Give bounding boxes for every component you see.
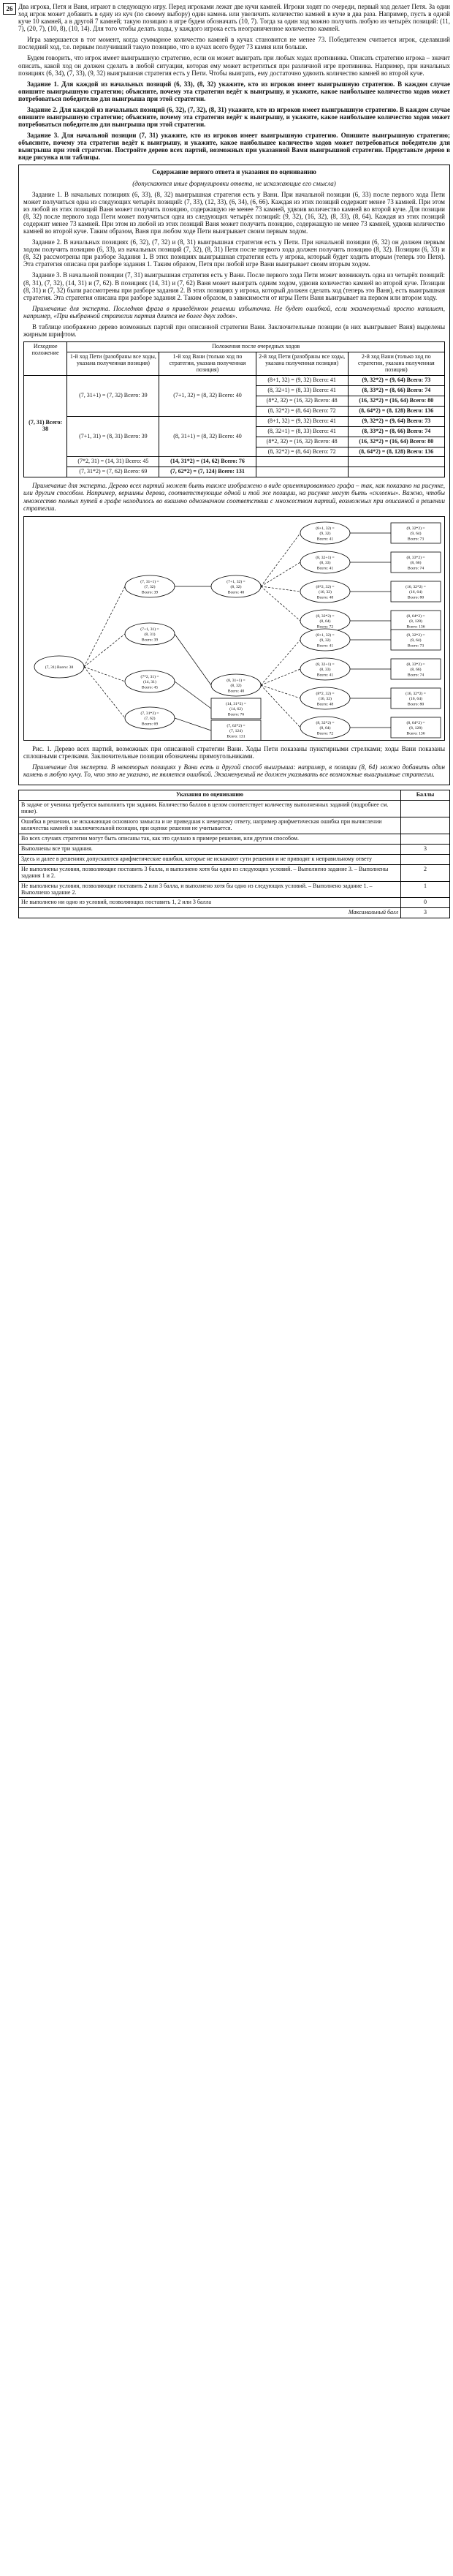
svg-text:Всего: 72: Всего: 72 — [316, 624, 334, 630]
node-petya-2 — [300, 522, 350, 544]
svg-text:(7, 31+1) =: (7, 31+1) = — [140, 579, 159, 584]
petya-move-arrow — [261, 586, 300, 621]
petya-move-arrow — [261, 685, 300, 728]
cell-p2: (8, 32+1) = (8, 33) Всего: 41 — [256, 385, 348, 396]
svg-text:Всего: 40: Всего: 40 — [227, 689, 245, 694]
svg-text:(8, 31): (8, 31) — [144, 632, 156, 637]
table-intro: В таблице изображено дерево возможных партий при описанной стратегии Вани. Заключительные позиции (в них выигрывает Ваня) выделены жирным шрифтом. — [23, 322, 445, 338]
petya-move-arrow — [84, 667, 125, 718]
cell-empty — [348, 457, 444, 467]
criteria-table — [18, 790, 450, 918]
node-petya-1 — [125, 623, 175, 645]
node-final — [211, 720, 261, 740]
node-final — [391, 611, 441, 631]
criteria-row: Выполнены все три задания. — [19, 844, 401, 854]
petya-move-arrow — [261, 533, 300, 586]
expert-note-1: Примечание для эксперта. Последняя фраза в приведённом решении избыточна. Не будет ошибкой, если экзаменуемый просто напишет, например, «При выбранной стратегии партия длится не более двух ходов». — [23, 304, 445, 320]
node-petya-2 — [300, 551, 350, 573]
svg-text:Всего: 72: Всего: 72 — [316, 731, 334, 736]
node-final — [391, 688, 441, 709]
petya-move-arrow — [261, 586, 300, 592]
svg-text:Всего: 48: Всего: 48 — [316, 702, 334, 707]
game-tree-graph — [23, 516, 445, 741]
svg-text:(8, 32): (8, 32) — [230, 683, 242, 688]
criteria-row: Ошибка в решении, не искажающая основного замысла и не приведшая к неверному ответу, например арифметическая ошибка при вычислении количества камней в заключительной позиции, при оценке решения не учитывается. — [19, 817, 401, 834]
cell-p2: (8, 32*2) = (8, 64) Всего: 72 — [256, 447, 348, 457]
cell-v1: (7, 62*2) = (7, 124) Всего: 131 — [159, 467, 256, 477]
expert-note-3: Примечание для эксперта. Дерево всех партий может быть также изображено в виде ориентированного графа – так, как показано на рисунке, или другим способом. Например, вершины дерева, соответствующие одной и той же позиции, на рисунке могут быть «склеены». Важно, чтобы множество полных путей в графе находилось во взаимно однозначном соответствии с множеством партий, возможных при описанной в решении стратегии. — [23, 482, 445, 512]
svg-text:(8*2, 32) =: (8*2, 32) = — [316, 584, 335, 589]
points-header: Баллы — [401, 790, 450, 801]
svg-text:(7, 62*2) =: (7, 62*2) = — [226, 723, 245, 728]
svg-text:(8, 66): (8, 66) — [410, 560, 422, 565]
svg-text:(8, 32*2) =: (8, 32*2) = — [316, 613, 335, 619]
node-petya-1 — [125, 575, 175, 597]
svg-text:Всего: 80: Всего: 80 — [407, 595, 425, 600]
petya-move-arrow — [261, 669, 300, 685]
petya-move-arrow — [261, 640, 300, 685]
cell-start: (7, 31) Всего: 38 — [24, 375, 67, 477]
svg-text:Всего: 80: Всего: 80 — [407, 702, 425, 707]
svg-text:Всего: 73: Всего: 73 — [407, 643, 425, 649]
svg-text:(7, 31*2) =: (7, 31*2) = — [140, 711, 159, 716]
cell-v2: (8, 64*2) = (8, 128) Всего: 136 — [348, 406, 444, 416]
game-tree-table — [23, 341, 445, 477]
th-v2: 2-й ход Вани (только ход по стратегии, указана полученная позиция) — [348, 352, 444, 376]
svg-text:Всего: 48: Всего: 48 — [316, 595, 334, 600]
th-start: Исходное положение — [24, 342, 67, 376]
solution-task-1: Задание 1. В начальных позициях (6, 33), (8, 32) выигрышная стратегия есть у Вани. При начальной позиции (6, 33) после первого хода Пети может получиться одна из следующих четырёх позиций: (7, 33), (12, 33), (6, 34), (6, 66). Каждая из этих позиций содержит менее 73 камней. При этом из любой из этих позиций Ваня может получить позицию, содержащую не менее 73 камней, удвоив количество камней во второй куче. Для позиции (8, 32) после первого хода Пети может получиться одна из следующих четырёх позиций: (9, 32), (16, 32), (8, 33), (8, 64). Каждая из этих позиций содержит менее 73 камней. При этом из любой из этих позиций Ваня может получить позицию, содержащую не менее 73 камней, удвоив количество камней во второй куче. Таким образом, Ваня при любом ходе Пети выигрывает своим первым ходом. — [23, 190, 445, 235]
petya-move-arrow — [84, 586, 125, 667]
cell-v2: (8, 33*2) = (8, 66) Всего: 74 — [348, 385, 444, 396]
svg-text:(16, 32): (16, 32) — [319, 589, 332, 594]
svg-text:Всего: 39: Всего: 39 — [141, 638, 159, 643]
criteria-points — [401, 817, 450, 834]
criteria-row: Не выполнены условия, позволяющие поставить 3 балла, и выполнено хотя бы одно из следующих условий. – Выполнено задание 3. – Выполнены задания 1 и 2. — [19, 864, 401, 881]
svg-text:Всего: 41: Всего: 41 — [316, 643, 334, 649]
criteria-points: 0 — [401, 898, 450, 908]
svg-text:(8+1, 32) =: (8+1, 32) = — [316, 632, 335, 638]
cell-p2: (8*2, 32) = (16, 32) Всего: 48 — [256, 396, 348, 406]
node-final — [391, 552, 441, 573]
criteria-points — [401, 854, 450, 864]
svg-text:Всего: 69: Всего: 69 — [141, 722, 159, 727]
th-group: Положения после очередных ходов — [67, 342, 445, 352]
svg-text:(8*2, 32) =: (8*2, 32) = — [316, 691, 335, 696]
svg-text:Всего: 136: Всего: 136 — [406, 624, 425, 630]
node-petya-2 — [300, 687, 350, 709]
svg-text:Всего: 76: Всего: 76 — [227, 712, 245, 717]
cell-v2: (16, 32*2) = (16, 64) Всего: 80 — [348, 396, 444, 406]
solution-box — [18, 165, 450, 785]
node-final — [391, 523, 441, 543]
petya-move-arrow — [84, 667, 125, 681]
svg-text:(8, 128): (8, 128) — [409, 619, 422, 624]
cell-p1: (7, 31+1) = (7, 32) Всего: 39 — [67, 375, 159, 416]
cell-v2: (16, 32*2) = (16, 64) Всего: 80 — [348, 437, 444, 447]
criteria-points: 3 — [401, 844, 450, 854]
svg-text:(8, 32+1) =: (8, 32+1) = — [316, 662, 335, 667]
svg-text:(8, 66): (8, 66) — [410, 667, 422, 672]
node-vanya-1 — [211, 674, 261, 696]
criteria-header: Указания по оцениванию — [19, 790, 401, 801]
svg-text:Всего: 40: Всего: 40 — [227, 590, 245, 595]
criteria-points: 1 — [401, 881, 450, 898]
max-score-value: 3 — [401, 908, 450, 918]
task-3: Задание 3. Для начальной позиции (7, 31) укажите, кто из игроков имеет выигрышную стратегию. Опишите выигрышную стратегию; объясните, почему эта стратегия ведёт к выигрышу, и укажите, какое наибольшее количество ходов может потребоваться победителю для выигрыша при этой стратегии. Постройте дерево всех партий, возможных при указанной Вами выигрышной стратегии. Представьте дерево в виде рисунка или таблицы. — [18, 132, 450, 162]
vanya-move-arrow — [175, 718, 211, 730]
svg-text:(8, 128): (8, 128) — [409, 725, 422, 730]
task-2: Задание 2. Для каждой из начальных позиций (6, 32), (7, 32), (8, 31) укажите, кто из игроков имеет выигрышную стратегию. В каждом случае опишите выигрышную стратегию; объясните, почему эта стратегия ведёт к выигрышу, и укажите, какое наибольшее количество ходов может потребоваться победителю для выигрыша при этой стратегии. — [18, 105, 450, 129]
svg-text:(16, 32): (16, 32) — [319, 696, 332, 701]
criteria-points: 2 — [401, 864, 450, 881]
svg-text:(8, 31+1) =: (8, 31+1) = — [226, 678, 245, 683]
svg-text:(8, 32*2) =: (8, 32*2) = — [316, 720, 335, 725]
document — [18, 3, 450, 918]
intro-paragraph: Два игрока, Петя и Ваня, играют в следующую игру. Перед игроками лежат две кучи камней. Игроки ходят по очереди, первый ход делает Петя. За один ход игрок может добавить в одну из куч (по своему выбору) один камень или увеличить количество камней в куче в два раза. Например, пусть в одной куче 10 камней, а в другой 7 камней; такую позицию в игре будем обозначать (10, 7). Тогда за один ход можно получить любую из четырёх позиций: (11, 7), (20, 7), (10, 8), (10, 14). Для того чтобы делать ходы, у каждого игрока есть неограниченное количество камней. — [18, 3, 450, 33]
svg-text:(8, 33*2) =: (8, 33*2) = — [406, 662, 425, 667]
intro-paragraph: Будем говорить, что игрок имеет выигрышную стратегию, если он может выиграть при любых ходах противника. Описать стратегию игрока – значит описать, какой ход он должен сделать в любой ситуации, которая ему может встретиться при различной игре противника. Например, при начальных позициях (6, 34), (7, 33), (9, 32) выигрышная стратегия есть у Пети. Чтобы выиграть, ему достаточно удвоить количество камней во второй куче. — [18, 54, 450, 77]
cell-v2: (9, 32*2) = (9, 64) Всего: 73 — [348, 416, 444, 426]
node-petya-2 — [300, 610, 350, 632]
cell-empty — [348, 467, 444, 477]
problem-number: 26 — [3, 3, 16, 15]
expert-note-4: Примечание для эксперта. В некоторых позициях у Вани есть и другой способ выигрыша: например, в позиции (8, 64) можно добавить один камень в любую кучу. То, что это не указано, не является ошибкой. Экзаменуемый не должен указывать все возможные выигрышные стратегии. — [23, 763, 445, 778]
node-final — [391, 717, 441, 738]
criteria-row: Не выполнены условия, позволяющие поставить 2 или 3 балла, и выполнено хотя бы одно из следующих условий. – Выполнено задание 1. – Выполнено задание 2. — [19, 881, 401, 898]
svg-text:(8, 33): (8, 33) — [319, 667, 331, 672]
criteria-points — [401, 800, 450, 817]
svg-text:(7+1, 32) =: (7+1, 32) = — [226, 579, 245, 584]
svg-text:(8, 32): (8, 32) — [230, 584, 242, 589]
cell-p1: (7+1, 31) = (8, 31) Всего: 39 — [67, 416, 159, 457]
node-petya-1 — [125, 671, 175, 692]
max-score-label: Максимальный балл — [19, 908, 401, 918]
node-petya-2 — [300, 629, 350, 651]
svg-text:Всего: 73: Всего: 73 — [407, 537, 425, 542]
cell-v2: (8, 64*2) = (8, 128) Всего: 136 — [348, 447, 444, 457]
svg-text:(8, 64): (8, 64) — [319, 619, 331, 624]
cell-empty — [256, 467, 348, 477]
cell-p2: (8, 32+1) = (8, 33) Всего: 41 — [256, 426, 348, 437]
svg-text:(16, 64): (16, 64) — [409, 696, 422, 701]
svg-text:(14, 31): (14, 31) — [143, 679, 156, 684]
petya-move-arrow — [84, 634, 125, 667]
node-petya-2 — [300, 658, 350, 680]
solution-task-2: Задание 2. В начальных позициях (6, 32), (7, 32) и (8, 31) выигрышная стратегия есть у Пети. При начальной позиции (6, 32) он должен первым ходом получить позицию (6, 33), из начальных позиций (7, 32), (8, 31) Петя после первого хода должен получить позицию (8, 32). Позиции (6, 33) и (8, 32) рассмотрены при разборе Задания 1. В этих позициях выигрышная стратегия есть у игрока, который будет ходить вторым (теперь это Петя). Эта стратегия описана при разборе задания 1. Таким образом, Петя при любой игре Вани выигрывает своим вторым ходом. — [23, 238, 445, 268]
svg-text:(16, 32*2) =: (16, 32*2) = — [406, 691, 426, 696]
svg-text:(9, 32): (9, 32) — [319, 531, 331, 536]
svg-text:Всего: 41: Всего: 41 — [316, 566, 334, 571]
node-final — [391, 630, 441, 650]
cell-p2: (8+1, 32) = (9, 32) Всего: 41 — [256, 375, 348, 385]
svg-text:Всего: 41: Всего: 41 — [316, 673, 334, 678]
criteria-row: Не выполнено ни одно из условий, позволяющих поставить 1, 2 или 3 балла — [19, 898, 401, 908]
cell-v2: (9, 32*2) = (9, 64) Всего: 73 — [348, 375, 444, 385]
svg-text:(9, 64): (9, 64) — [410, 531, 422, 536]
figure-caption: Рис. 1. Дерево всех партий, возможных при описанной стратегии Вани. Ходы Пети показаны пунктирными стрелками; ходы Вани показаны сплошными стрелками. Заключительные позиции обозначены прямоугольниками. — [23, 744, 445, 760]
svg-text:(8, 64*2) =: (8, 64*2) = — [406, 613, 425, 619]
criteria-row: Здесь и далее в решениях допускаются арифметические ошибки, которые не искажают сути решения и не приводят к неправильному ответу — [19, 854, 401, 864]
svg-text:(16, 32*2) =: (16, 32*2) = — [406, 584, 426, 589]
criteria-points — [401, 834, 450, 844]
svg-text:Всего: 39: Всего: 39 — [141, 590, 159, 595]
svg-text:(16, 64): (16, 64) — [409, 589, 422, 594]
node-root — [34, 656, 84, 678]
solution-task-3: Задание 3. В начальной позиции (7, 31) выигрышная стратегия есть у Вани. После первого хода Пети может возникнуть одна из четырёх позиций: (8, 31), (7, 32), (14, 31) и (7, 62). В позициях (14, 31) и (7, 62) Ваня может выиграть одним ходом, удвоив количество камней во второй куче. Позиции (8, 31) и (7, 32) были рассмотрены при разборе задания 2. В этих позициях у игрока, который должен сделать ход (теперь это Ваня), есть выигрышная стратегия. Эта стратегия описана при разборе задания 2. Таким образом, в зависимости от игры Пети Ваня выигрывает на первом или втором ходу. — [23, 271, 445, 301]
svg-text:(9, 32*2) =: (9, 32*2) = — [406, 526, 425, 531]
vanya-move-arrow — [175, 634, 211, 685]
node-petya-2 — [300, 581, 350, 603]
vanya-move-arrow — [175, 681, 211, 709]
criteria-row: Во всех случаях стратегии могут быть описаны так, как это сделано в примере решения, или другим способом. — [19, 834, 401, 844]
cell-p2: (8, 32*2) = (8, 64) Всего: 72 — [256, 406, 348, 416]
svg-text:Всего: 41: Всего: 41 — [316, 537, 334, 542]
cell-v2: (8, 33*2) = (8, 66) Всего: 74 — [348, 426, 444, 437]
svg-text:(14, 62): (14, 62) — [229, 706, 243, 711]
svg-text:(8, 32+1) =: (8, 32+1) = — [316, 555, 335, 560]
svg-text:(7, 62): (7, 62) — [144, 716, 156, 721]
node-final — [391, 581, 441, 602]
node-petya-2 — [300, 717, 350, 739]
svg-text:(7, 31) Всего: 38: (7, 31) Всего: 38 — [45, 665, 74, 670]
svg-text:Всего: 136: Всего: 136 — [406, 731, 425, 736]
node-vanya-1 — [211, 575, 261, 597]
svg-text:(8, 33*2) =: (8, 33*2) = — [406, 555, 425, 560]
cell-p1: (7*2, 31) = (14, 31) Всего: 45 — [67, 457, 159, 467]
svg-text:Всего: 74: Всего: 74 — [407, 566, 425, 571]
svg-text:(8, 64*2) =: (8, 64*2) = — [406, 720, 425, 725]
th-p1: 1-й ход Пети (разобраны все ходы, указана полученная позиция) — [67, 352, 159, 376]
game-tree-svg — [24, 517, 453, 740]
node-final — [391, 659, 441, 679]
svg-text:(7*2, 31) =: (7*2, 31) = — [140, 674, 159, 679]
task-1: Задание 1. Для каждой из начальных позиций (6, 33), (8, 32) укажите, кто из игроков имеет выигрышную стратегию. В каждом случае опишите выигрышную стратегию; объясните, почему эта стратегия ведёт к выигрышу, и укажите, какое наибольшее количество ходов может потребоваться победителю для выигрыша при этой стратегии. — [18, 80, 450, 102]
intro-paragraph: Игра завершается в тот момент, когда суммарное количество камней в кучах становится не менее 73. Победителем считается игрок, сделавший последний ход, т.е. первым получивший такую позицию, что в кучах всего будет 73 камня или больше. — [18, 36, 450, 51]
svg-text:Всего: 74: Всего: 74 — [407, 673, 425, 678]
th-p2: 2-й ход Пети (разобраны все ходы, указана полученная позиция) — [256, 352, 348, 376]
svg-text:(9, 64): (9, 64) — [410, 638, 422, 643]
svg-text:(7+1, 31) =: (7+1, 31) = — [140, 627, 159, 632]
node-final — [211, 698, 261, 719]
node-petya-1 — [125, 707, 175, 729]
svg-text:(9, 32*2) =: (9, 32*2) = — [406, 632, 425, 638]
cell-p1: (7, 31*2) = (7, 62) Всего: 69 — [67, 467, 159, 477]
petya-move-arrow — [261, 562, 300, 586]
solution-subtitle: (допускаются иные формулировки ответа, не искажающие его смысла) — [132, 179, 336, 187]
svg-text:(9, 32): (9, 32) — [319, 638, 331, 643]
svg-text:(8, 33): (8, 33) — [319, 560, 331, 565]
cell-v1: (8, 31+1) = (8, 32) Всего: 40 — [159, 416, 256, 457]
svg-text:(7, 124): (7, 124) — [229, 728, 243, 733]
cell-empty — [256, 457, 348, 467]
svg-text:(7, 32): (7, 32) — [144, 584, 156, 589]
svg-text:Всего: 131: Всего: 131 — [226, 734, 245, 739]
svg-text:(8+1, 32) =: (8+1, 32) = — [316, 526, 335, 531]
svg-text:(14, 31*2) =: (14, 31*2) = — [226, 701, 246, 706]
cell-p2: (8+1, 32) = (9, 32) Всего: 41 — [256, 416, 348, 426]
th-v1: 1-й ход Вани (только ход по стратегии, указана полученная позиция) — [159, 352, 256, 376]
svg-text:(8, 64): (8, 64) — [319, 725, 331, 730]
svg-text:Всего: 45: Всего: 45 — [141, 685, 159, 690]
solution-title: Содержание верного ответа и указания по оцениванию — [152, 168, 316, 176]
cell-v1: (14, 31*2) = (14, 62) Всего: 76 — [159, 457, 256, 467]
cell-v1: (7+1, 32) = (8, 32) Всего: 40 — [159, 375, 256, 416]
cell-p2: (8*2, 32) = (16, 32) Всего: 48 — [256, 437, 348, 447]
criteria-row: В задаче от ученика требуется выполнить три задания. Количество баллов в целом соответствует количеству выполненных заданий (подробнее см. ниже). — [19, 800, 401, 817]
